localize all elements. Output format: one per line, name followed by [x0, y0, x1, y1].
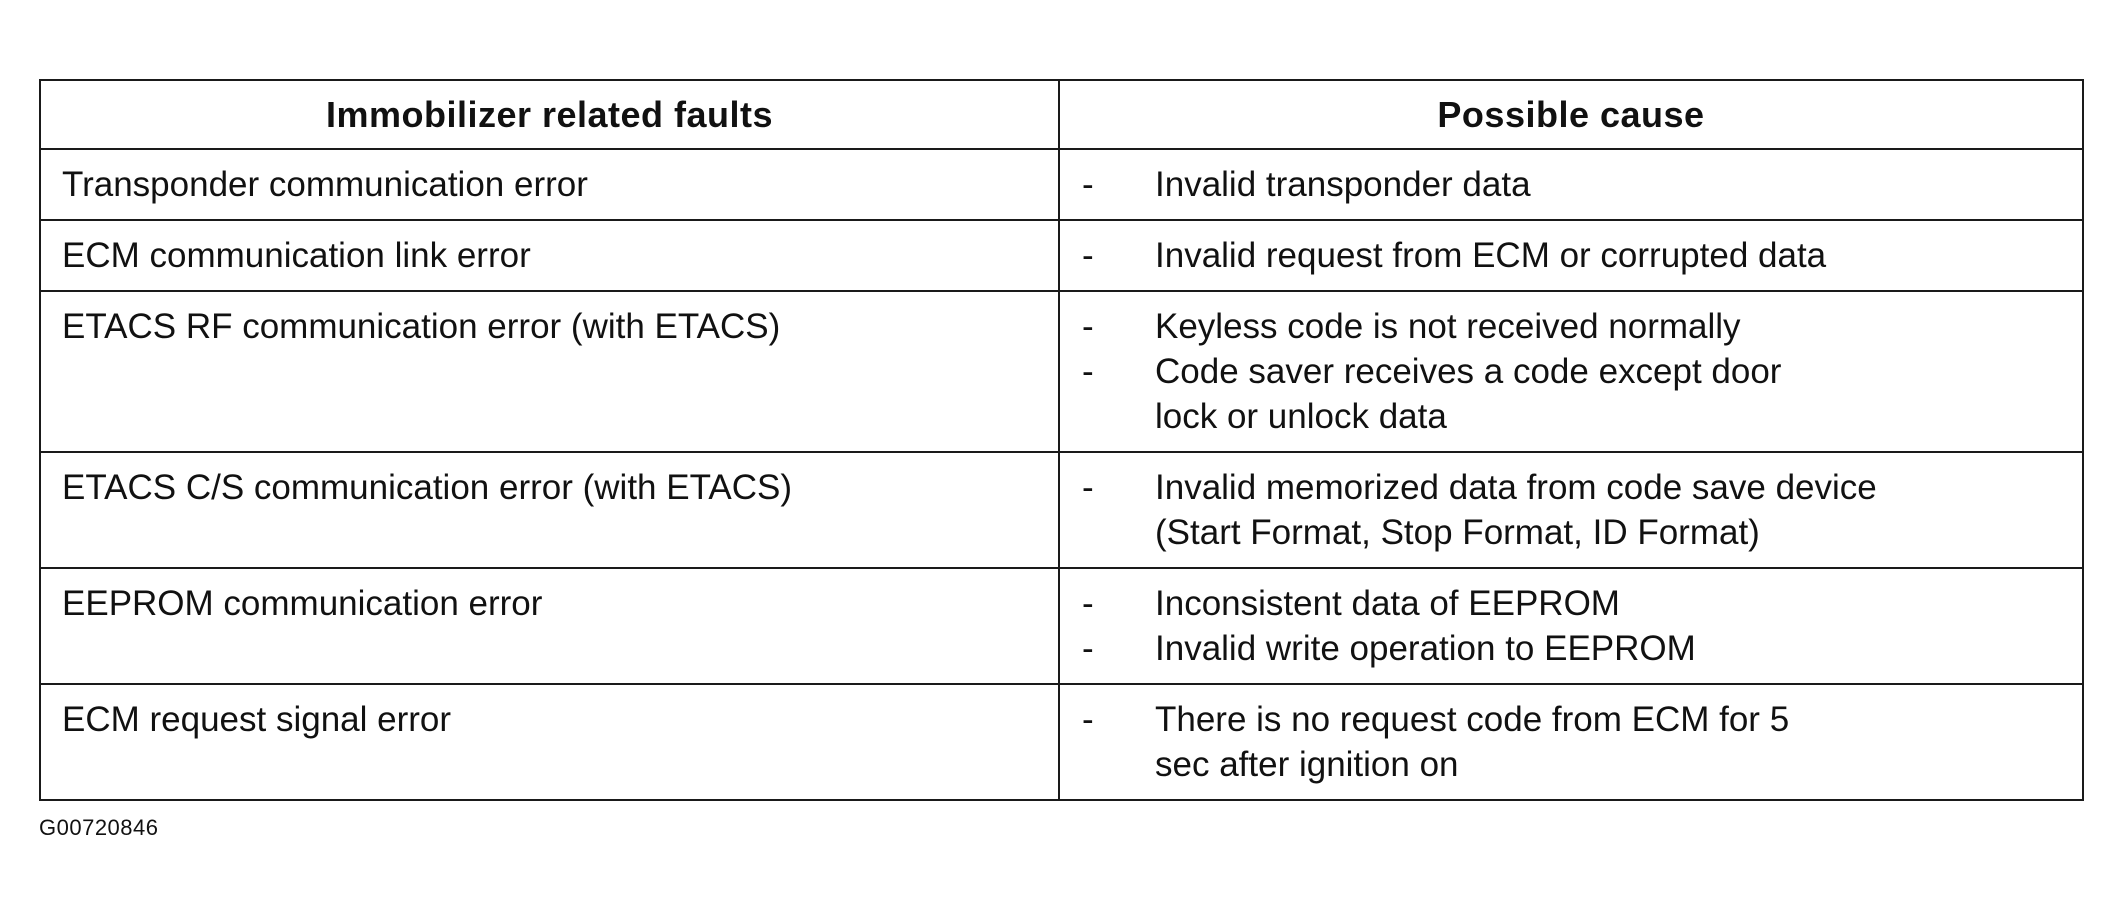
fault-cell: ECM communication link error [40, 220, 1059, 291]
cause-item [1060, 304, 2062, 349]
cause-bullet: - [1082, 352, 1094, 391]
table-body [40, 149, 2083, 800]
table-row [40, 452, 2083, 568]
cause-bullet: - [1082, 307, 1094, 346]
cause-text-line: Keyless code is not received normally [1155, 307, 1741, 346]
cause-bullet: - [1082, 700, 1094, 739]
table-row [40, 149, 2083, 220]
cause-text [1155, 626, 2062, 671]
cause-cell [1059, 568, 2083, 684]
cause-item [1060, 349, 2062, 439]
cause-bullet: - [1082, 236, 1094, 275]
cause-item [1060, 626, 2062, 671]
cause-text-line: Invalid transponder data [1155, 165, 1531, 204]
cause-text-line: (Start Format, Stop Format, ID Format) [1155, 513, 1760, 552]
cause-text [1155, 162, 2062, 207]
cause-text-line: lock or unlock data [1155, 397, 1447, 436]
cause-text [1155, 581, 2062, 626]
cause-item [1060, 465, 2062, 555]
table-row [40, 220, 2083, 291]
cause-text-line: Invalid memorized data from code save device [1155, 468, 1877, 507]
fault-table-container [39, 79, 2082, 801]
cause-bullet: - [1082, 468, 1094, 507]
cause-cell [1059, 452, 2083, 568]
header-possible-cause: Possible cause [1059, 80, 2083, 149]
cause-item [1060, 233, 2062, 278]
cause-text [1155, 304, 2062, 349]
table-header-row [40, 80, 2083, 149]
fault-cell: ECM request signal error [40, 684, 1059, 800]
table-row [40, 568, 2083, 684]
fault-cell: ETACS RF communication error (with ETACS) [40, 291, 1059, 452]
immobilizer-fault-table [39, 79, 2084, 801]
table-row [40, 684, 2083, 800]
header-faults: Immobilizer related faults [40, 80, 1059, 149]
cause-text-line: Code saver receives a code except door [1155, 352, 1782, 391]
cause-bullet: - [1082, 584, 1094, 623]
cause-text [1155, 349, 2062, 439]
cause-item [1060, 581, 2062, 626]
cause-text-line: Invalid write operation to EEPROM [1155, 629, 1696, 668]
cause-text-line: Invalid request from ECM or corrupted data [1155, 236, 1827, 275]
cause-item [1060, 697, 2062, 787]
cause-text [1155, 233, 2062, 278]
fault-cell: EEPROM communication error [40, 568, 1059, 684]
cause-bullet: - [1082, 165, 1094, 204]
fault-cell: ETACS C/S communication error (with ETACS) [40, 452, 1059, 568]
figure-id: G00720846 [39, 815, 159, 840]
cause-text [1155, 697, 2062, 787]
cause-cell [1059, 291, 2083, 452]
cause-item [1060, 162, 2062, 207]
cause-text-line: There is no request code from ECM for 5 [1155, 700, 1790, 739]
cause-bullet: - [1082, 629, 1094, 668]
cause-cell [1059, 149, 2083, 220]
cause-text-line: Inconsistent data of EEPROM [1155, 584, 1620, 623]
cause-text-line: sec after ignition on [1155, 745, 1459, 784]
cause-cell [1059, 220, 2083, 291]
cause-cell [1059, 684, 2083, 800]
fault-cell: Transponder communication error [40, 149, 1059, 220]
cause-text [1155, 465, 2062, 555]
table-row [40, 291, 2083, 452]
